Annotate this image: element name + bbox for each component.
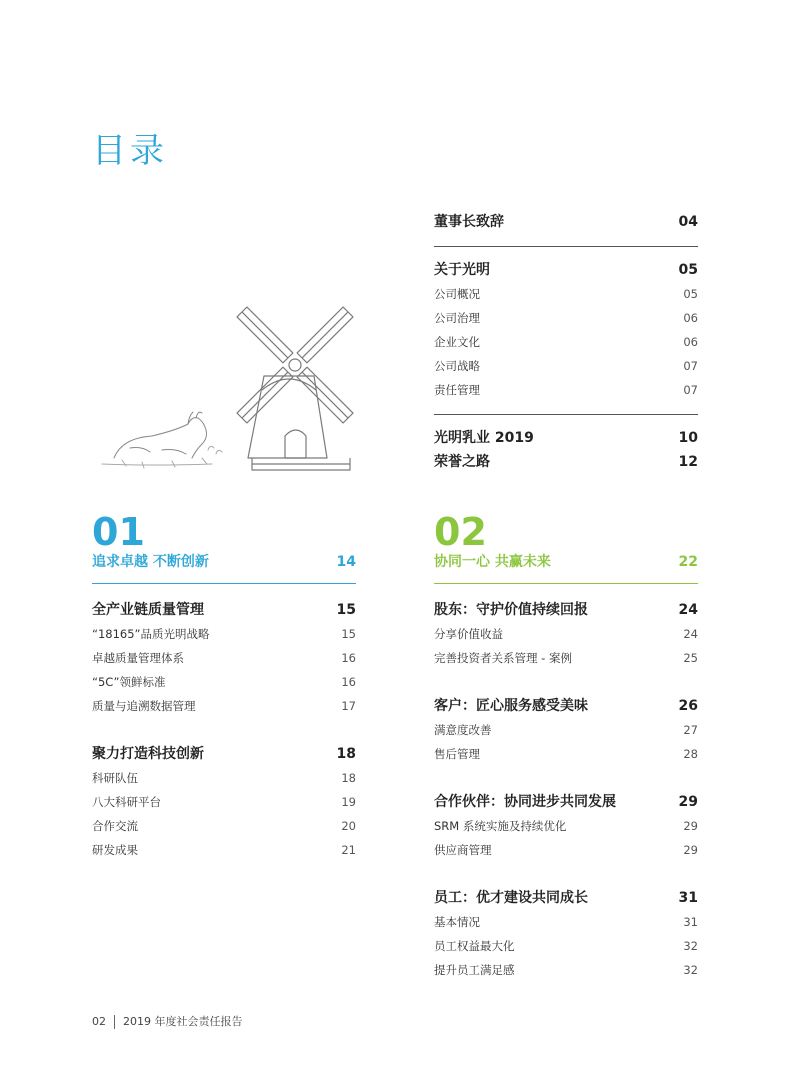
top-toc-item-page: 05: [678, 262, 698, 278]
section-2-rule: [434, 583, 698, 584]
s2-toc-item-label: 售后管理: [434, 747, 480, 761]
top-toc-item[interactable]: [434, 306, 698, 330]
top-toc-item-label: 光明乳业 2019: [434, 430, 534, 446]
top-toc-item[interactable]: [434, 258, 698, 282]
footer-page-number: 02: [92, 1015, 106, 1028]
top-toc-item-label: 责任管理: [434, 383, 480, 397]
s2-toc-item-label: 满意度改善: [434, 723, 492, 737]
s1-toc-item[interactable]: [92, 622, 356, 646]
s2-toc-item[interactable]: [434, 622, 698, 646]
footer-report-title: 2019 年度社会责任报告: [123, 1015, 243, 1028]
windmill-door: [285, 430, 306, 458]
s2-toc-item-page: 28: [683, 747, 698, 761]
s2-group-title-page: 31: [678, 890, 698, 906]
section-1-heading: 追求卓越 不断创新: [92, 554, 209, 570]
s1-toc-item[interactable]: [92, 814, 356, 838]
s2-group-title-label: 合作伙伴：协同进步共同发展: [434, 794, 616, 810]
top-toc-item-label: 公司概况: [434, 287, 480, 301]
s2-toc-item[interactable]: [434, 838, 698, 862]
s2-toc-item[interactable]: [434, 718, 698, 742]
s1-group-title[interactable]: [92, 742, 356, 766]
s2-group-title[interactable]: [434, 790, 698, 814]
s1-toc-item[interactable]: [92, 646, 356, 670]
s2-toc-item-label: 基本情况: [434, 915, 480, 929]
top-toc-item[interactable]: [434, 330, 698, 354]
s2-toc-item[interactable]: [434, 910, 698, 934]
s2-group-title-label: 员工：优才建设共同成长: [434, 890, 588, 906]
section-2-page: 22: [678, 554, 698, 570]
s2-group-title-label: 客户：匠心服务感受美味: [434, 698, 588, 714]
top-toc-item[interactable]: [434, 210, 698, 234]
s2-group-title-page: 29: [678, 794, 698, 810]
windmill-tower: [248, 376, 327, 458]
s1-toc-item[interactable]: [92, 670, 356, 694]
s2-toc-item[interactable]: [434, 742, 698, 766]
s1-toc-item-page: 16: [341, 675, 356, 689]
top-toc-item-label: 关于光明: [434, 262, 490, 278]
section-1-page: 14: [336, 554, 356, 570]
top-toc-item[interactable]: [434, 426, 698, 450]
top-toc-item-label: 董事长致辞: [434, 214, 504, 230]
s2-toc-item-page: 27: [683, 723, 698, 737]
s1-group-title-label: 聚力打造科技创新: [92, 746, 204, 762]
s2-toc-item-label: SRM 系统实施及持续优化: [434, 819, 567, 833]
s2-group-title-page: 24: [678, 602, 698, 618]
s2-group-title-page: 26: [678, 698, 698, 714]
top-toc-item[interactable]: [434, 282, 698, 306]
s2-toc-item[interactable]: [434, 934, 698, 958]
top-toc-item[interactable]: [434, 450, 698, 474]
s1-toc-item-label: 合作交流: [92, 819, 138, 833]
top-toc-item-label: 荣誉之路: [434, 454, 490, 470]
top-toc-item[interactable]: [434, 378, 698, 402]
s1-toc-item-page: 19: [341, 795, 356, 809]
s2-toc-item-page: 32: [683, 939, 698, 953]
s1-toc-item[interactable]: [92, 766, 356, 790]
s2-group-title[interactable]: [434, 598, 698, 622]
top-toc-rule: [434, 246, 698, 247]
s1-toc-item[interactable]: [92, 790, 356, 814]
s2-toc-item[interactable]: [434, 646, 698, 670]
s2-toc-item-page: 29: [683, 843, 698, 857]
s1-toc-item[interactable]: [92, 694, 356, 718]
s1-toc-item-label: “18165”品质光明战略: [92, 627, 210, 641]
top-toc-item-page: 10: [678, 430, 698, 446]
s1-toc-item-page: 15: [341, 627, 356, 641]
s1-toc-item-label: 卓越质量管理体系: [92, 651, 184, 665]
s2-toc-item-page: 29: [683, 819, 698, 833]
top-toc-item-page: 06: [683, 335, 698, 349]
s1-group-title-page: 18: [336, 746, 356, 762]
s1-toc-item-label: 质量与追溯数据管理: [92, 699, 196, 713]
s1-group-title-label: 全产业链质量管理: [92, 602, 204, 618]
top-toc-item-label: 公司治理: [434, 311, 480, 325]
s1-toc-item-page: 20: [341, 819, 356, 833]
s2-group-title[interactable]: [434, 694, 698, 718]
s1-toc-item-label: 研发成果: [92, 843, 138, 857]
page-title: 目录: [92, 131, 168, 171]
s1-toc-item-page: 18: [341, 771, 356, 785]
top-toc-item-page: 07: [683, 383, 698, 397]
s2-toc-item-page: 25: [683, 651, 698, 665]
section-1-heading-row[interactable]: [92, 550, 356, 574]
s2-toc-item-label: 完善投资者关系管理 - 案例: [434, 651, 572, 665]
top-toc-item[interactable]: [434, 354, 698, 378]
s1-toc-item-label: “5C”领鲜标准: [92, 675, 166, 689]
s1-toc-item-page: 16: [341, 651, 356, 665]
section-1-number: 01: [92, 510, 145, 554]
top-toc-item-page: 12: [678, 454, 698, 470]
top-toc-item-page: 07: [683, 359, 698, 373]
s1-toc-item-page: 21: [341, 843, 356, 857]
s2-group-title-label: 股东：守护价值持续回报: [434, 602, 588, 618]
section-2-number: 02: [434, 510, 487, 554]
s2-toc-item-page: 31: [683, 915, 698, 929]
s1-toc-item-page: 17: [341, 699, 356, 713]
s1-group-title[interactable]: [92, 598, 356, 622]
section-2-heading: 协同一心 共赢未来: [434, 554, 551, 570]
top-toc-item-label: 企业文化: [434, 335, 480, 349]
s1-toc-item[interactable]: [92, 838, 356, 862]
cow: [102, 412, 222, 468]
s2-toc-item-label: 分享价值收益: [434, 627, 503, 641]
s1-toc-item-label: 八大科研平台: [92, 795, 161, 809]
s2-group-title[interactable]: [434, 886, 698, 910]
s2-toc-item[interactable]: [434, 814, 698, 838]
windmill-cow-illustration: [92, 298, 362, 476]
footer: [92, 1012, 243, 1032]
top-toc-rule: [434, 414, 698, 415]
s2-toc-item-label: 员工权益最大化: [434, 939, 515, 953]
s2-toc-item-label: 供应商管理: [434, 843, 492, 857]
s1-group-title-page: 15: [336, 602, 356, 618]
top-toc-item-page: 04: [678, 214, 698, 230]
section-1-rule: [92, 583, 356, 584]
s2-toc-item-page: 32: [683, 963, 698, 977]
s2-toc-item-page: 24: [683, 627, 698, 641]
s2-toc-item-label: 提升员工满足感: [434, 963, 515, 977]
section-2-heading-row[interactable]: [434, 550, 698, 574]
top-toc-item-page: 05: [683, 287, 698, 301]
s1-toc-item-label: 科研队伍: [92, 771, 138, 785]
footer-separator: [114, 1015, 115, 1029]
top-toc-item-label: 公司战略: [434, 359, 480, 373]
top-toc-item-page: 06: [683, 311, 698, 325]
s2-toc-item[interactable]: [434, 958, 698, 982]
